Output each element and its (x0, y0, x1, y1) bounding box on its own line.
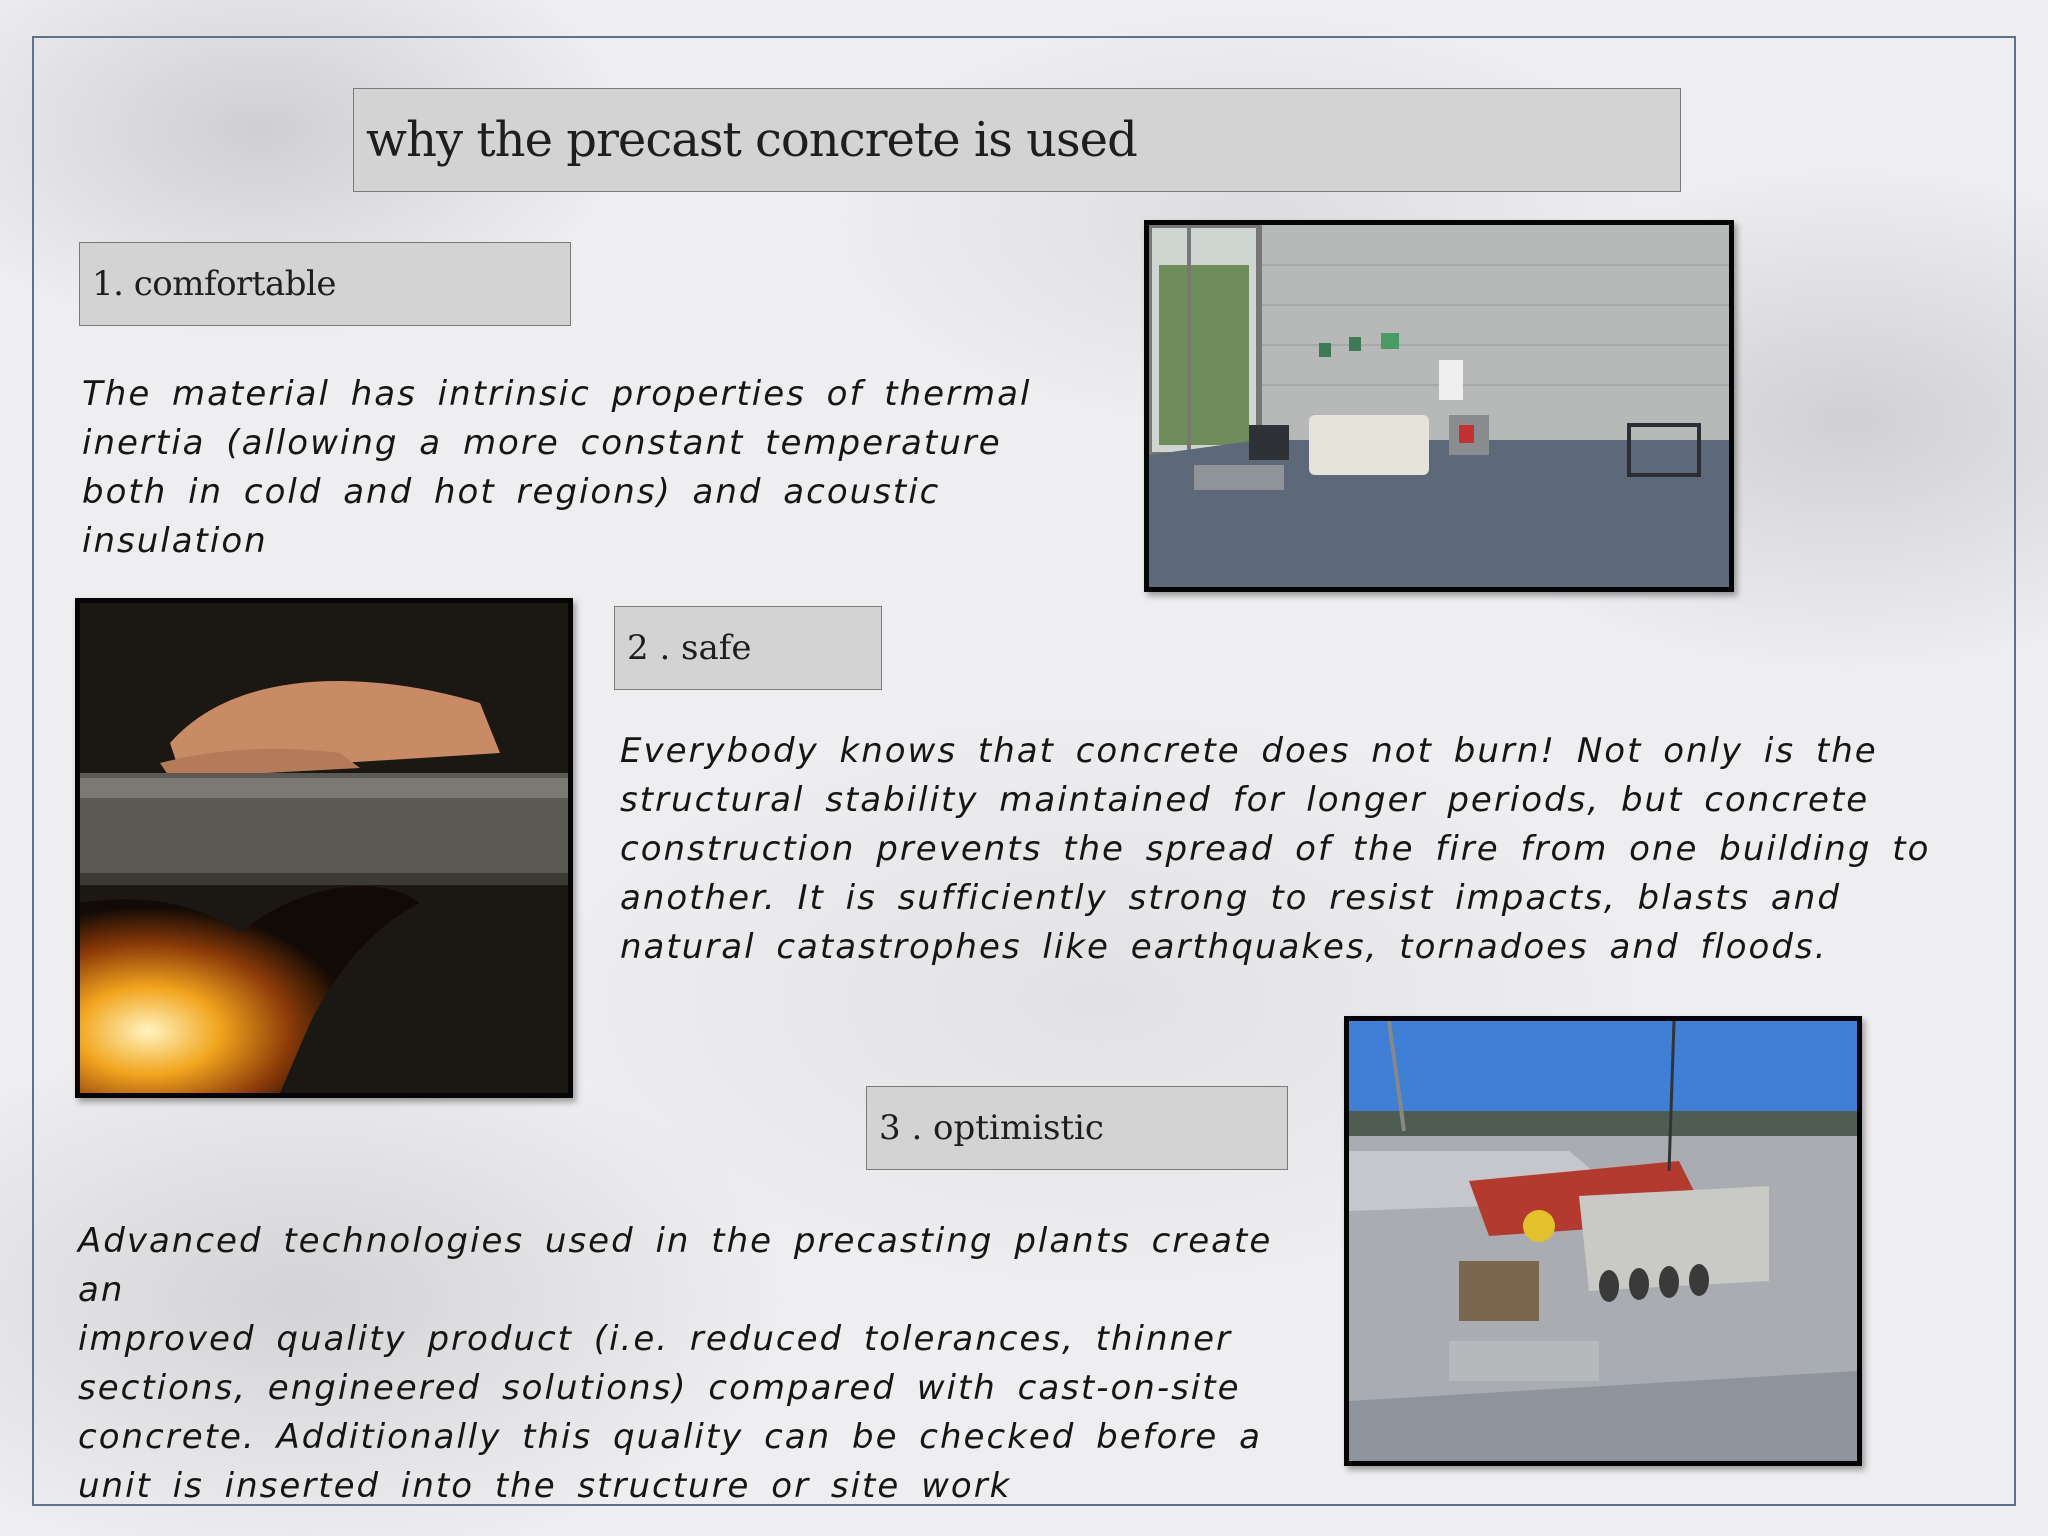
interior-room-photo (1144, 220, 1734, 592)
section-heading-safe: 2 . safe (614, 606, 882, 690)
slide-title: why the precast concrete is used (353, 88, 1681, 192)
construction-site-photo (1344, 1016, 1862, 1466)
section-heading-comfortable: 1. comfortable (79, 242, 571, 326)
section-text-comfortable: The material has intrinsic properties of thermal inertia (allowing a more constant temperature both in cold and hot regions) and acoustic insulation (82, 374, 1032, 561)
section-text-optimistic: Advanced technologies used in the precasting plants create an improved quality product (i.e. reduced tolerances, thinner sections, engineered solutions) compared with cast-on-site concrete. Additionally this quality can be checked before a unit is inserted into the structure or site work (78, 1221, 1273, 1506)
section-text-safe: Everybody knows that concrete does not burn! Not only is the structural stability maintained for longer periods, but concrete construction prevents the spread of the fire from one building to another. It is sufficiently strong to resist impacts, blasts and natural catastrophes like earthquakes, tornadoes and floods. (620, 731, 1931, 967)
fire-test-photo (75, 598, 573, 1098)
section-heading-optimistic: 3 . optimistic (866, 1086, 1288, 1170)
